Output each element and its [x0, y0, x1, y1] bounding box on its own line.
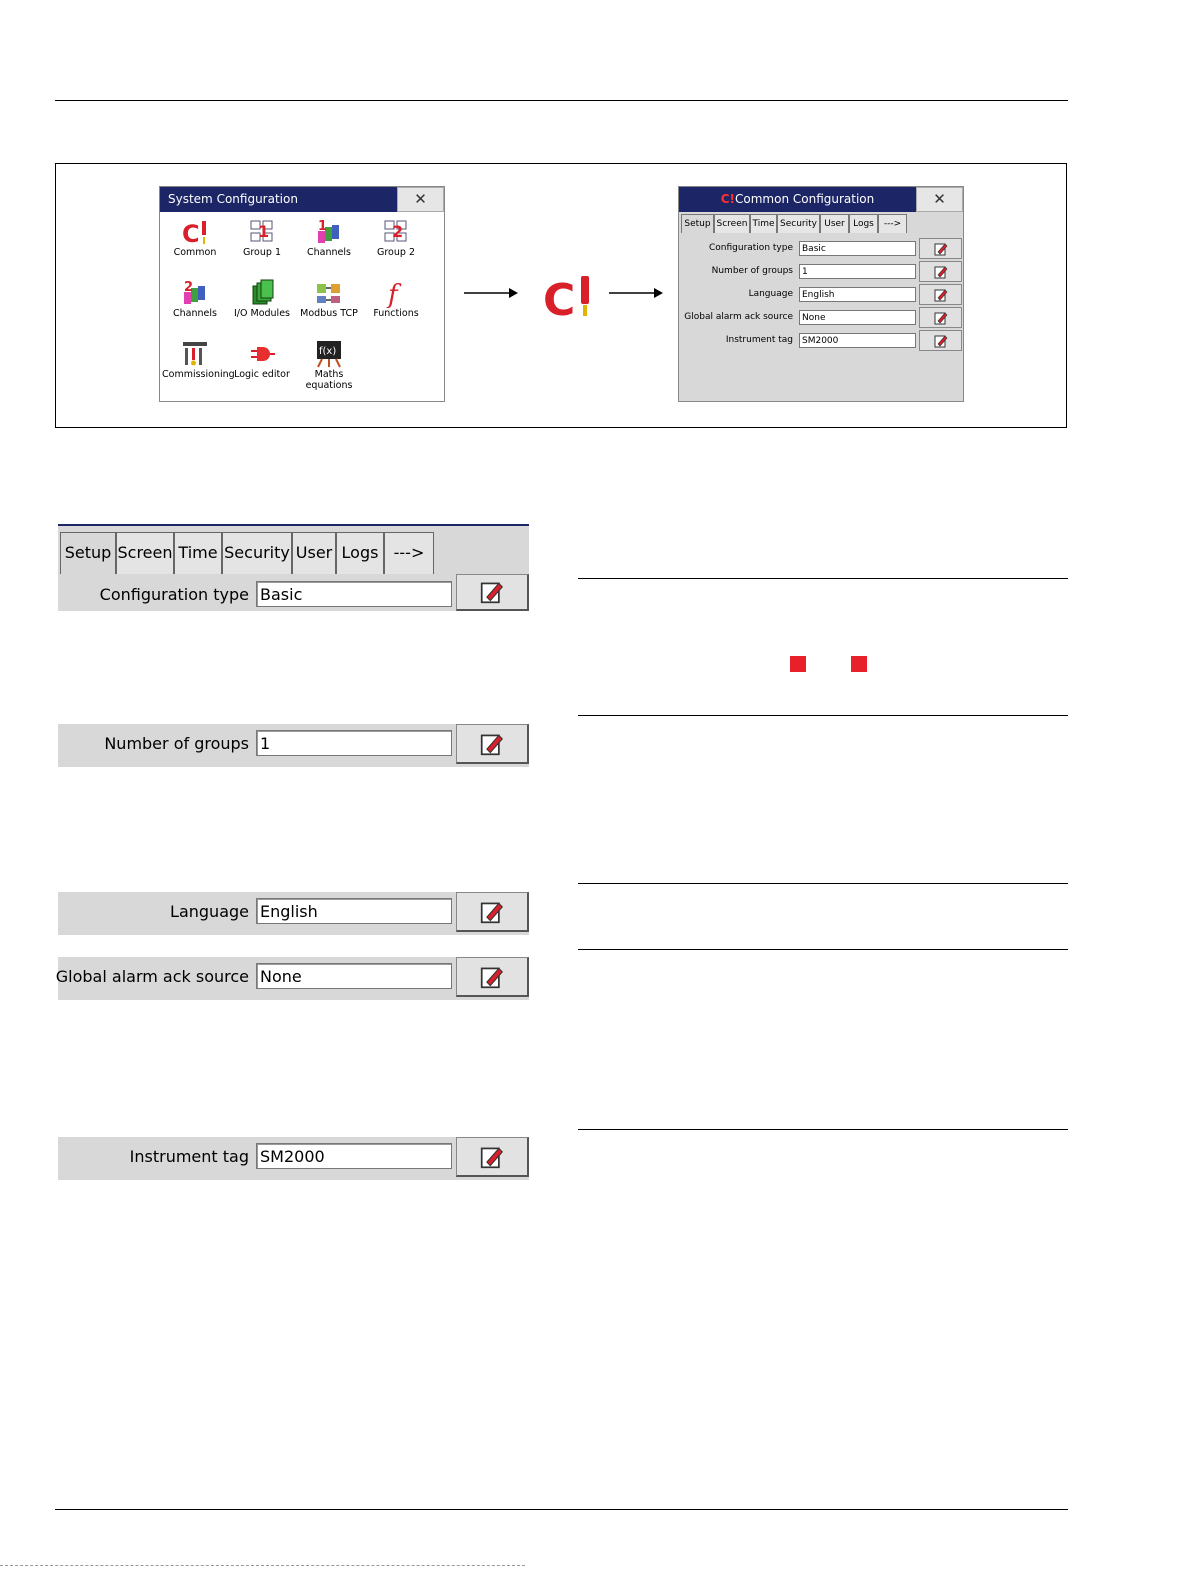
edit-icon: [480, 732, 504, 756]
modbus-icon: [314, 278, 344, 308]
edit-button[interactable]: [919, 284, 962, 305]
red-marker: [790, 656, 806, 672]
arrow-right-icon: [609, 285, 664, 301]
io-modules-item[interactable]: [229, 278, 295, 319]
maths-icon: [314, 339, 344, 369]
section-rule: [578, 578, 1068, 579]
instrument-tag-row: [58, 1137, 529, 1180]
item-label: Channels: [307, 247, 351, 258]
field-row: [679, 284, 963, 306]
field-value[interactable]: English: [799, 287, 916, 302]
edit-icon: [480, 1145, 504, 1169]
tab-security[interactable]: Security: [777, 214, 820, 233]
maths-equations-item[interactable]: [296, 339, 362, 391]
item-label: Logic editor: [234, 369, 290, 380]
header-rule: [55, 100, 1068, 101]
channels-1-item[interactable]: [296, 217, 362, 258]
item-label: Modbus TCP: [300, 308, 358, 319]
item-label: Maths equations: [305, 369, 353, 391]
edit-button[interactable]: [456, 1137, 529, 1177]
group-icon: [247, 217, 277, 247]
edit-button[interactable]: [919, 330, 962, 351]
configuration-type-row: [58, 574, 529, 611]
tab-user[interactable]: User: [820, 214, 849, 233]
tab-bar-large: [58, 524, 529, 574]
edit-icon: [934, 334, 948, 348]
field-label: Language: [170, 902, 249, 921]
tab-logs[interactable]: Logs: [336, 532, 384, 576]
item-label: Channels: [173, 308, 217, 319]
svg-text:C: C: [182, 220, 200, 247]
edit-button[interactable]: [456, 892, 529, 932]
window-title: System Configuration: [160, 187, 444, 212]
modbus-tcp-item[interactable]: [296, 278, 362, 319]
svg-text:2: 2: [184, 280, 194, 295]
common-icon: [180, 217, 210, 247]
svg-text:C: C: [543, 275, 576, 320]
edit-button[interactable]: [919, 261, 962, 282]
field-label: Instrument tag: [725, 335, 793, 345]
edit-icon: [480, 965, 504, 989]
channels-icon: [180, 278, 210, 308]
item-label: Common: [173, 247, 217, 258]
system-configuration-window: [159, 186, 445, 402]
arrow-right-icon: [464, 285, 519, 301]
svg-text:1: 1: [318, 219, 328, 234]
close-button[interactable]: ✕: [916, 187, 963, 212]
tab-logs[interactable]: Logs: [849, 214, 878, 233]
field-value[interactable]: Basic: [256, 581, 452, 607]
window-title-text: Common Configuration: [735, 192, 875, 206]
functions-item[interactable]: [363, 278, 429, 319]
global-alarm-ack-source-row: [55, 957, 529, 1000]
logic-editor-icon: [247, 339, 277, 369]
field-value[interactable]: 1: [256, 730, 452, 756]
edit-icon: [934, 288, 948, 302]
commissioning-item[interactable]: [162, 339, 235, 380]
channels-icon: [314, 217, 344, 247]
field-label: Number of groups: [711, 266, 793, 276]
field-label: Number of groups: [104, 734, 249, 753]
tab-setup[interactable]: Setup: [60, 532, 116, 576]
channels-2-item[interactable]: [162, 278, 228, 319]
field-label: Instrument tag: [129, 1147, 249, 1166]
edit-icon: [480, 580, 504, 604]
item-label: Commissioning: [162, 369, 235, 380]
tab-setup[interactable]: Setup: [681, 214, 714, 233]
edit-button[interactable]: [456, 957, 529, 997]
tab-security[interactable]: Security: [222, 532, 292, 576]
common-icon: [541, 270, 601, 320]
item-label: Group 1: [243, 247, 281, 258]
language-row: [58, 892, 529, 935]
number-of-groups-row: [58, 724, 529, 767]
group-1-item[interactable]: [229, 217, 295, 258]
common-item[interactable]: [162, 217, 228, 258]
svg-text:f: f: [388, 280, 398, 308]
tab-screen[interactable]: Screen: [116, 532, 174, 576]
commissioning-icon: [180, 339, 210, 369]
field-value[interactable]: English: [256, 898, 452, 924]
field-label: Configuration type: [99, 585, 249, 604]
logic-editor-item[interactable]: [229, 339, 295, 380]
svg-text:2: 2: [392, 222, 404, 241]
field-value[interactable]: None: [799, 310, 916, 325]
edit-icon: [934, 311, 948, 325]
io-modules-icon: [247, 278, 277, 308]
field-row: [679, 261, 963, 283]
edit-button[interactable]: [456, 724, 529, 764]
field-value[interactable]: None: [256, 963, 452, 989]
edit-button[interactable]: [919, 307, 962, 328]
edit-button[interactable]: [456, 574, 529, 611]
section-rule: [578, 949, 1068, 950]
section-rule: [578, 883, 1068, 884]
field-label: Configuration type: [708, 243, 793, 253]
svg-text:1: 1: [258, 222, 270, 241]
tab-user[interactable]: User: [292, 532, 336, 576]
group-icon: [381, 217, 411, 247]
item-label: I/O Modules: [234, 308, 290, 319]
field-label: Global alarm ack source: [55, 967, 249, 986]
tab-screen[interactable]: Screen: [714, 214, 750, 233]
field-row: [679, 330, 963, 352]
field-value[interactable]: 1: [799, 264, 916, 279]
common-configuration-window: [678, 186, 964, 402]
tab-more[interactable]: --->: [384, 532, 434, 576]
bottom-edge-line: [0, 1565, 525, 1566]
field-row: [679, 238, 963, 260]
section-rule: [578, 715, 1068, 716]
common-icon: C!: [720, 192, 736, 206]
field-value[interactable]: SM2000: [256, 1143, 452, 1169]
figure-box: [55, 163, 1067, 428]
close-button[interactable]: ✕: [397, 187, 444, 212]
field-value[interactable]: SM2000: [799, 333, 916, 348]
item-label: Group 2: [377, 247, 415, 258]
footer-rule: [55, 1509, 1068, 1510]
field-label: Global alarm ack source: [684, 312, 793, 322]
svg-text:f(x): f(x): [319, 346, 337, 357]
field-label: Language: [748, 289, 793, 299]
item-label: Functions: [373, 308, 419, 319]
tab-more[interactable]: --->: [878, 214, 907, 233]
red-marker: [851, 656, 867, 672]
field-value[interactable]: Basic: [799, 241, 916, 256]
edit-icon: [934, 242, 948, 256]
edit-icon: [934, 265, 948, 279]
tab-time[interactable]: Time: [174, 532, 222, 576]
edit-button[interactable]: [919, 238, 962, 259]
group-2-item[interactable]: [363, 217, 429, 258]
tab-time[interactable]: Time: [750, 214, 777, 233]
section-rule: [578, 1129, 1068, 1130]
functions-icon: [381, 278, 411, 308]
field-row: [679, 307, 963, 329]
edit-icon: [480, 900, 504, 924]
tab-bar: [679, 212, 963, 233]
